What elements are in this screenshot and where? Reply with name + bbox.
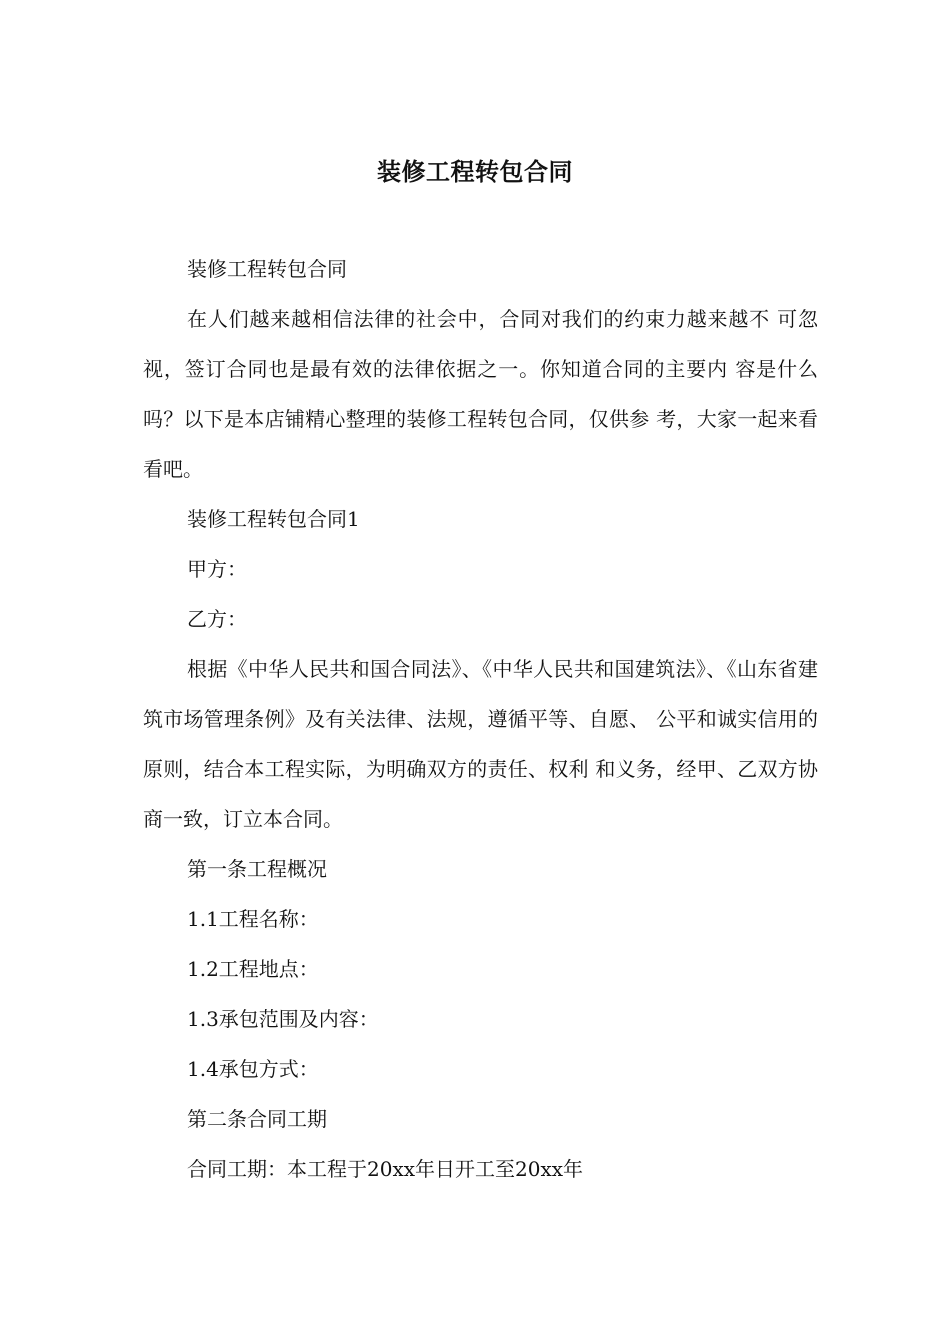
document-title: 装修工程转包合同 xyxy=(377,157,573,186)
paragraph-legal-basis: 根据《中华人民共和国合同法》、《中华人民共和国建筑法》、《山东省建筑市场管理条例》及有关法律、法规，遵循平等、自愿、 公平和诚实信用的原则，结合本工程实际，为明确双方的责任、权利 和义务，经甲、乙双方协商一致，订立本合同。 xyxy=(143,657,818,831)
paragraph-party-b: 乙方： xyxy=(187,607,247,631)
paragraph-contract-method: 1.4承包方式： xyxy=(187,1057,319,1081)
paragraph-article-1: 第一条工程概况 xyxy=(187,857,327,881)
paragraph-intro: 在人们越来越相信法律的社会中，合同对我们的约束力越来越不 可忽视，签订合同也是最有效的法律依据之一。你知道合同的主要内 容是什么吗？以下是本店铺精心整理的装修工程转包合同，仅供参 考，大家一起来看看吧。 xyxy=(143,307,818,481)
document-body xyxy=(143,244,818,1194)
paragraph-contract-period: 合同工期：本工程于20xx年日开工至20xx年 xyxy=(187,1157,584,1181)
paragraph-contract-1-title: 装修工程转包合同1 xyxy=(187,507,360,531)
paragraph-project-location: 1.2工程地点： xyxy=(187,957,319,981)
paragraph-party-a: 甲方： xyxy=(187,557,247,581)
paragraph-article-2: 第二条合同工期 xyxy=(187,1107,327,1131)
paragraph-contract-scope: 1.3承包范围及内容： xyxy=(187,1007,379,1031)
paragraph-project-name: 1.1工程名称： xyxy=(187,907,319,931)
paragraph-heading: 装修工程转包合同 xyxy=(187,257,347,281)
